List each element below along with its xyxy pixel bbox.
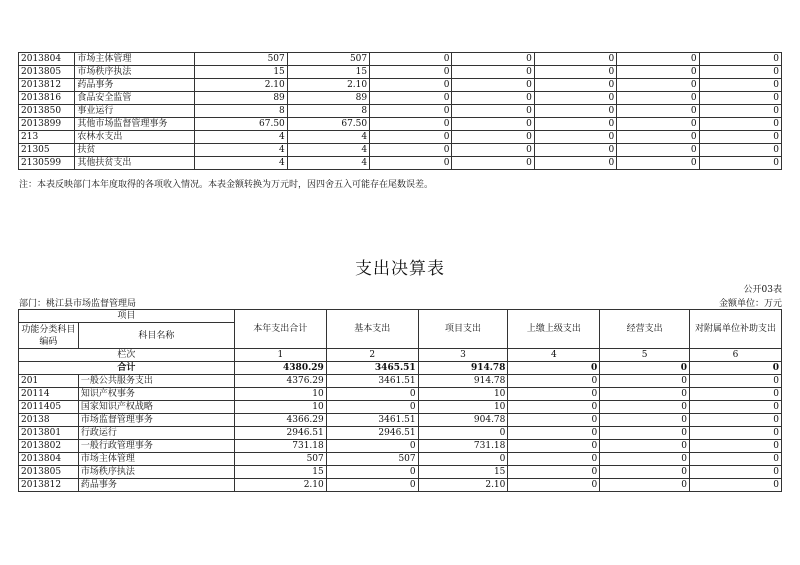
name-cell: 一般行政管理事务 xyxy=(78,440,234,453)
amount-cell: 0 xyxy=(690,466,782,479)
code-cell: 2013804 xyxy=(19,53,75,66)
name-cell: 市场秩序执法 xyxy=(75,66,194,79)
amount-cell: 0 xyxy=(370,118,452,131)
amount-cell: 0 xyxy=(534,66,616,79)
code-cell: 2013816 xyxy=(19,92,75,105)
amount-cell: 507 xyxy=(234,453,326,466)
amount-cell: 0 xyxy=(370,53,452,66)
amount-cell: 0 xyxy=(690,388,782,401)
amount-cell: 0 xyxy=(370,92,452,105)
amount-cell: 0 xyxy=(370,131,452,144)
amount-cell: 0 xyxy=(617,144,699,157)
amount-cell: 15 xyxy=(194,66,287,79)
amount-cell: 507 xyxy=(194,53,287,66)
name-cell: 扶贫 xyxy=(75,144,194,157)
page-title: 支出决算表 xyxy=(355,259,445,279)
header-func-code: 功能分类科目编码 xyxy=(19,323,79,349)
amount-cell: 0 xyxy=(699,144,781,157)
table-row xyxy=(19,92,782,105)
name-cell: 一般公共服务支出 xyxy=(78,375,234,388)
amount-cell: 0 xyxy=(600,427,690,440)
code-cell: 20114 xyxy=(19,388,79,401)
code-cell: 2013812 xyxy=(19,479,79,492)
amount-cell: 4376.29 xyxy=(234,375,326,388)
amount-cell: 0 xyxy=(699,92,781,105)
name-cell: 其他扶贫支出 xyxy=(75,157,194,170)
amount-cell: 0 xyxy=(452,92,534,105)
code-cell: 2013805 xyxy=(19,66,75,79)
amount-cell: 0 xyxy=(690,401,782,414)
col-number: 2 xyxy=(326,349,418,362)
col-number: 6 xyxy=(690,349,782,362)
header-project: 项目 xyxy=(19,310,235,323)
total-label: 合计 xyxy=(19,362,235,375)
code-cell: 213 xyxy=(19,131,75,144)
name-cell: 市场主体管理 xyxy=(75,53,194,66)
total-value: 4380.29 xyxy=(234,362,326,375)
amount-cell: 0 xyxy=(617,66,699,79)
expenditure-table-body xyxy=(19,310,782,492)
amount-cell: 0 xyxy=(370,157,452,170)
header-total: 本年支出合计 xyxy=(234,310,326,349)
amount-cell: 0 xyxy=(326,440,418,453)
table-row xyxy=(19,453,782,466)
amount-cell: 4366.29 xyxy=(234,414,326,427)
amount-cell: 2.10 xyxy=(287,79,369,92)
code-cell: 2013802 xyxy=(19,440,79,453)
amount-cell: 8 xyxy=(194,105,287,118)
unit-label: 金额单位：万元 xyxy=(718,299,782,309)
amount-cell: 0 xyxy=(690,427,782,440)
amount-cell: 0 xyxy=(699,79,781,92)
table-row xyxy=(19,479,782,492)
amount-cell: 0 xyxy=(508,388,600,401)
amount-cell: 0 xyxy=(370,79,452,92)
amount-cell: 4 xyxy=(287,157,369,170)
header-basic: 基本支出 xyxy=(326,310,418,349)
amount-cell: 10 xyxy=(234,401,326,414)
amount-cell: 0 xyxy=(370,144,452,157)
amount-cell: 0 xyxy=(508,375,600,388)
col-number: 4 xyxy=(508,349,600,362)
amount-cell: 2.10 xyxy=(194,79,287,92)
amount-cell: 0 xyxy=(600,453,690,466)
amount-cell: 0 xyxy=(617,105,699,118)
amount-cell: 0 xyxy=(600,479,690,492)
code-cell: 2013899 xyxy=(19,118,75,131)
table-row xyxy=(19,79,782,92)
amount-cell: 0 xyxy=(326,401,418,414)
name-cell: 市场主体管理 xyxy=(78,453,234,466)
amount-cell: 0 xyxy=(690,479,782,492)
department-label: 部门：桃江县市场监督管理局 xyxy=(19,299,137,309)
amount-cell: 0 xyxy=(600,388,690,401)
table-row xyxy=(19,157,782,170)
amount-cell: 0 xyxy=(452,66,534,79)
amount-cell: 10 xyxy=(234,388,326,401)
header-upper: 上缴上级支出 xyxy=(508,310,600,349)
amount-cell: 0 xyxy=(418,427,508,440)
amount-cell: 0 xyxy=(418,453,508,466)
amount-cell: 0 xyxy=(326,466,418,479)
table-code: 公开03表 xyxy=(743,285,782,295)
code-cell: 2013805 xyxy=(19,466,79,479)
header-subsidy: 对附属单位补助支出 xyxy=(690,310,782,349)
amount-cell: 0 xyxy=(600,440,690,453)
name-cell: 国家知识产权战略 xyxy=(78,401,234,414)
amount-cell: 0 xyxy=(534,157,616,170)
col-number: 1 xyxy=(234,349,326,362)
name-cell: 知识产权事务 xyxy=(78,388,234,401)
name-cell: 食品安全监管 xyxy=(75,92,194,105)
amount-cell: 0 xyxy=(699,105,781,118)
amount-cell: 731.18 xyxy=(234,440,326,453)
amount-cell: 67.50 xyxy=(287,118,369,131)
amount-cell: 0 xyxy=(326,388,418,401)
amount-cell: 731.18 xyxy=(418,440,508,453)
amount-cell: 0 xyxy=(452,79,534,92)
amount-cell: 0 xyxy=(508,479,600,492)
name-cell: 市场秩序执法 xyxy=(78,466,234,479)
total-value: 3465.51 xyxy=(326,362,418,375)
amount-cell: 0 xyxy=(534,79,616,92)
name-cell: 行政运行 xyxy=(78,427,234,440)
amount-cell: 0 xyxy=(452,144,534,157)
amount-cell: 0 xyxy=(508,427,600,440)
amount-cell: 4 xyxy=(287,131,369,144)
table-row xyxy=(19,144,782,157)
amount-cell: 15 xyxy=(418,466,508,479)
amount-cell: 0 xyxy=(617,131,699,144)
amount-cell: 8 xyxy=(287,105,369,118)
header-operating: 经营支出 xyxy=(600,310,690,349)
amount-cell: 0 xyxy=(534,92,616,105)
code-cell: 20138 xyxy=(19,414,79,427)
col-number: 5 xyxy=(600,349,690,362)
amount-cell: 507 xyxy=(287,53,369,66)
amount-cell: 0 xyxy=(534,131,616,144)
amount-cell: 0 xyxy=(370,105,452,118)
code-cell: 21305 xyxy=(19,144,75,157)
table-row xyxy=(19,388,782,401)
amount-cell: 0 xyxy=(508,466,600,479)
amount-cell: 0 xyxy=(600,414,690,427)
code-cell: 2013850 xyxy=(19,105,75,118)
table-row xyxy=(19,466,782,479)
amount-cell: 4 xyxy=(194,157,287,170)
code-cell: 2130599 xyxy=(19,157,75,170)
amount-cell: 0 xyxy=(690,414,782,427)
total-value: 0 xyxy=(508,362,600,375)
code-cell: 2011405 xyxy=(19,401,79,414)
table-row xyxy=(19,131,782,144)
header-subject-name: 科目名称 xyxy=(78,323,234,349)
amount-cell: 0 xyxy=(699,66,781,79)
amount-cell: 0 xyxy=(617,92,699,105)
amount-cell: 914.78 xyxy=(418,375,508,388)
table-row xyxy=(19,118,782,131)
name-cell: 事业运行 xyxy=(75,105,194,118)
income-table-body xyxy=(19,53,782,170)
code-cell: 2013801 xyxy=(19,427,79,440)
amount-cell: 4 xyxy=(287,144,369,157)
amount-cell: 0 xyxy=(699,53,781,66)
name-cell: 其他市场监督管理事务 xyxy=(75,118,194,131)
amount-cell: 2.10 xyxy=(418,479,508,492)
table-row xyxy=(19,414,782,427)
amount-cell: 507 xyxy=(326,453,418,466)
amount-cell: 10 xyxy=(418,401,508,414)
code-cell: 201 xyxy=(19,375,79,388)
table-note: 注：本表反映部门本年度取得的各项收入情况。本表金额转换为万元时，因四舍五入可能存在尾数误差。 xyxy=(19,180,434,190)
name-cell: 农林水支出 xyxy=(75,131,194,144)
amount-cell: 0 xyxy=(452,131,534,144)
name-cell: 市场监督管理事务 xyxy=(78,414,234,427)
amount-cell: 10 xyxy=(418,388,508,401)
amount-cell: 0 xyxy=(690,453,782,466)
income-table-continued xyxy=(18,52,782,170)
amount-cell: 0 xyxy=(699,131,781,144)
amount-cell: 0 xyxy=(452,105,534,118)
amount-cell: 3461.51 xyxy=(326,414,418,427)
amount-cell: 4 xyxy=(194,144,287,157)
amount-cell: 0 xyxy=(326,479,418,492)
amount-cell: 0 xyxy=(617,53,699,66)
amount-cell: 15 xyxy=(234,466,326,479)
amount-cell: 0 xyxy=(508,440,600,453)
code-cell: 2013804 xyxy=(19,453,79,466)
amount-cell: 0 xyxy=(617,157,699,170)
amount-cell: 0 xyxy=(508,401,600,414)
amount-cell: 0 xyxy=(617,118,699,131)
table-row xyxy=(19,427,782,440)
table-row xyxy=(19,401,782,414)
table-row xyxy=(19,375,782,388)
amount-cell: 0 xyxy=(370,66,452,79)
col-number-label: 栏次 xyxy=(19,349,235,362)
amount-cell: 0 xyxy=(699,118,781,131)
header-project-expense: 项目支出 xyxy=(418,310,508,349)
amount-cell: 0 xyxy=(508,453,600,466)
name-cell: 药品事务 xyxy=(75,79,194,92)
table-row xyxy=(19,53,782,66)
total-value: 0 xyxy=(690,362,782,375)
amount-cell: 0 xyxy=(534,118,616,131)
amount-cell: 0 xyxy=(452,118,534,131)
amount-cell: 67.50 xyxy=(194,118,287,131)
amount-cell: 0 xyxy=(452,157,534,170)
amount-cell: 4 xyxy=(194,131,287,144)
amount-cell: 2.10 xyxy=(234,479,326,492)
amount-cell: 0 xyxy=(452,53,534,66)
amount-cell: 0 xyxy=(534,105,616,118)
amount-cell: 0 xyxy=(699,157,781,170)
amount-cell: 0 xyxy=(534,53,616,66)
table-row xyxy=(19,105,782,118)
total-value: 0 xyxy=(600,362,690,375)
amount-cell: 15 xyxy=(287,66,369,79)
amount-cell: 0 xyxy=(690,375,782,388)
table-row xyxy=(19,66,782,79)
amount-cell: 2946.51 xyxy=(326,427,418,440)
amount-cell: 0 xyxy=(617,79,699,92)
amount-cell: 3461.51 xyxy=(326,375,418,388)
table-row xyxy=(19,440,782,453)
amount-cell: 0 xyxy=(534,144,616,157)
amount-cell: 0 xyxy=(600,375,690,388)
total-value: 914.78 xyxy=(418,362,508,375)
col-number: 3 xyxy=(418,349,508,362)
amount-cell: 0 xyxy=(600,466,690,479)
code-cell: 2013812 xyxy=(19,79,75,92)
amount-cell: 0 xyxy=(508,414,600,427)
amount-cell: 89 xyxy=(287,92,369,105)
name-cell: 药品事务 xyxy=(78,479,234,492)
amount-cell: 0 xyxy=(690,440,782,453)
expenditure-table xyxy=(18,309,782,492)
amount-cell: 904.78 xyxy=(418,414,508,427)
amount-cell: 0 xyxy=(600,401,690,414)
amount-cell: 89 xyxy=(194,92,287,105)
amount-cell: 2946.51 xyxy=(234,427,326,440)
